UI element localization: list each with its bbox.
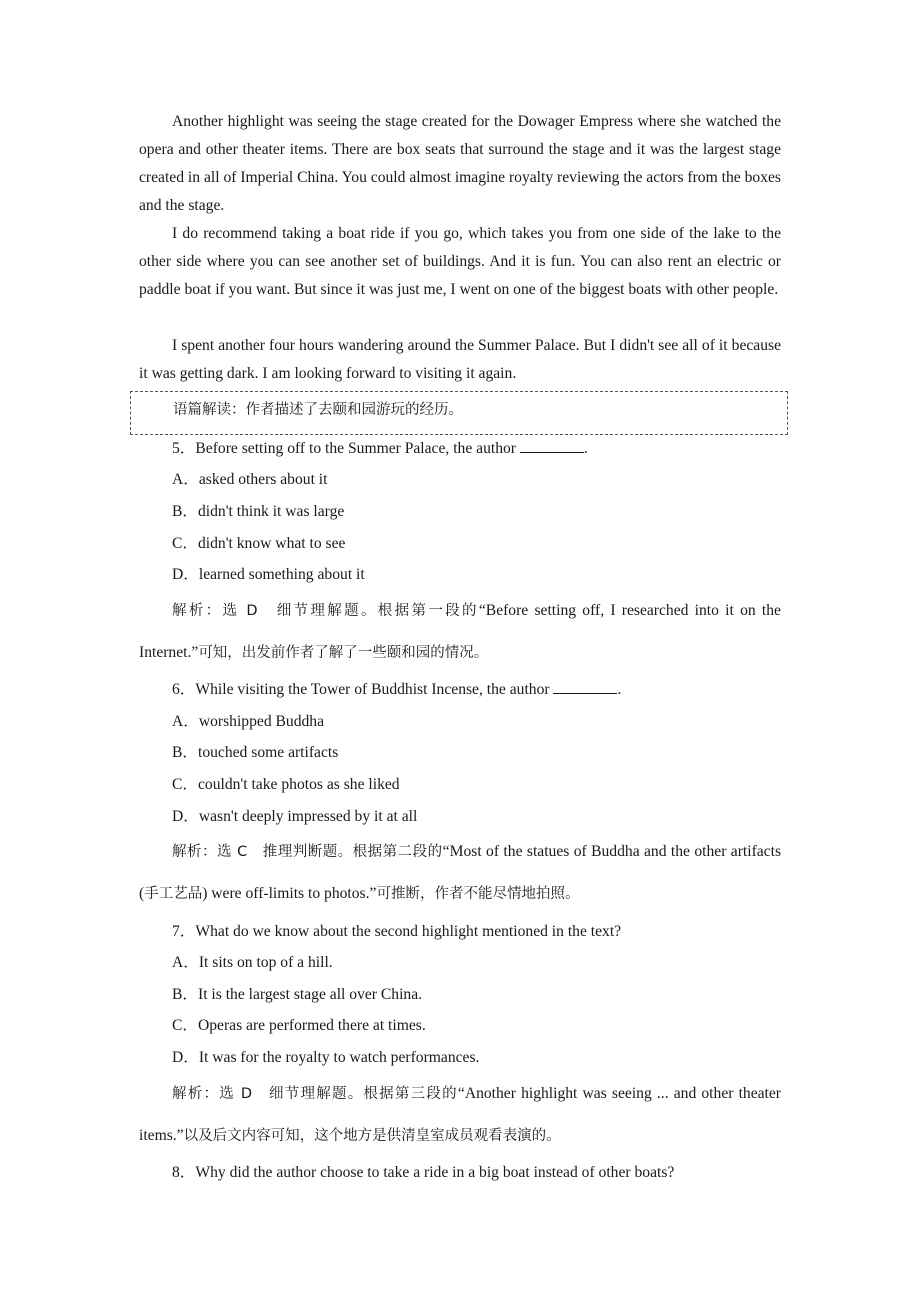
option-5b: B．didn't think it was large xyxy=(172,503,345,520)
analysis-7-conclusion: 以及后文内容可知，这个地方是供清皇室成员观看表演的。 xyxy=(183,1128,561,1144)
analysis-6-quote: “Most of the statues of Buddha and the other artifacts ( xyxy=(139,843,782,902)
summary-text: 语篇解读：作者描述了去颐和园游玩的经历。 xyxy=(173,402,463,418)
analysis-6-label: 解析：选 C 推理判断题。根据第二段的 xyxy=(172,844,443,860)
answer-blank xyxy=(553,679,617,694)
analysis-7-label: 解析：选 D 细节理解题。根据第三段的 xyxy=(172,1086,458,1102)
option-6c: C．couldn't take photos as she liked xyxy=(172,776,400,793)
question-5-text: 5．Before setting off to the Summer Palace, the author xyxy=(172,440,520,457)
question-5-end: . xyxy=(583,440,588,457)
paragraph-closing: I spent another four hours wandering around the Summer Palace. But I didn't see all of it because it was getting dark. I am looking forward to visiting it again. xyxy=(139,337,781,382)
analysis-5-label: 解析：选 D 细节理解题。根据第一段的 xyxy=(172,603,479,619)
option-7c: C．Operas are performed there at times. xyxy=(172,1017,426,1034)
analysis-5-quote: “Before setting off, I researched into it on the Internet.” xyxy=(139,602,781,661)
analysis-5 xyxy=(139,590,781,674)
analysis-7 xyxy=(139,1073,781,1157)
option-6a: A．worshipped Buddha xyxy=(172,713,325,730)
question-6-stem xyxy=(172,679,621,701)
analysis-6-conclusion: 可推断，作者不能尽情地拍照。 xyxy=(376,886,580,902)
paragraph-stage: Another highlight was seeing the stage created for the Dowager Empress where she watched the opera and other theater items. There are box seats that surround the stage and it was the largest stage created in all of Imperial China. You could almost imagine royalty reviewing the actors from the boxes and the stage. xyxy=(139,113,781,214)
analysis-5-conclusion: 可知，出发前作者了解了一些颐和园的情况。 xyxy=(198,645,489,661)
option-6b: B．touched some artifacts xyxy=(172,744,339,761)
option-7d: D．It was for the royalty to watch performances. xyxy=(172,1049,480,1066)
answer-blank xyxy=(520,438,584,453)
question-8-stem: 8．Why did the author choose to take a ride in a big boat instead of other boats? xyxy=(172,1164,675,1181)
analysis-7-quote: “Another highlight was seeing ... and other theater items.” xyxy=(139,1085,781,1144)
question-5-stem xyxy=(172,438,588,460)
option-5d: D．learned something about it xyxy=(172,566,365,583)
option-7a: A．It sits on top of a hill. xyxy=(172,954,333,971)
summary-box xyxy=(130,391,788,435)
question-7-stem: 7．What do we know about the second highlight mentioned in the text? xyxy=(172,923,622,940)
option-6d: D．wasn't deeply impressed by it at all xyxy=(172,808,418,825)
analysis-6-gloss: 手工艺品 xyxy=(144,886,203,902)
question-6-text: 6．While visiting the Tower of Buddhist Incense, the author xyxy=(172,681,554,698)
option-5a: A．asked others about it xyxy=(172,471,328,488)
analysis-6 xyxy=(139,831,781,915)
option-7b: B．It is the largest stage all over China. xyxy=(172,986,423,1003)
question-6-end: . xyxy=(617,681,622,698)
analysis-6-quote-end: ) were off-limits to photos.” xyxy=(202,885,377,902)
paragraph-boat-ride: I do recommend taking a boat ride if you go, which takes you from one side of the lake to the other side where you can see another set of buildings. And it is fun. You can also rent an electric or paddle boat if you want. But since it was just me, I went on one of the biggest boats with other people. xyxy=(139,225,781,298)
option-5c: C．didn't know what to see xyxy=(172,535,346,552)
